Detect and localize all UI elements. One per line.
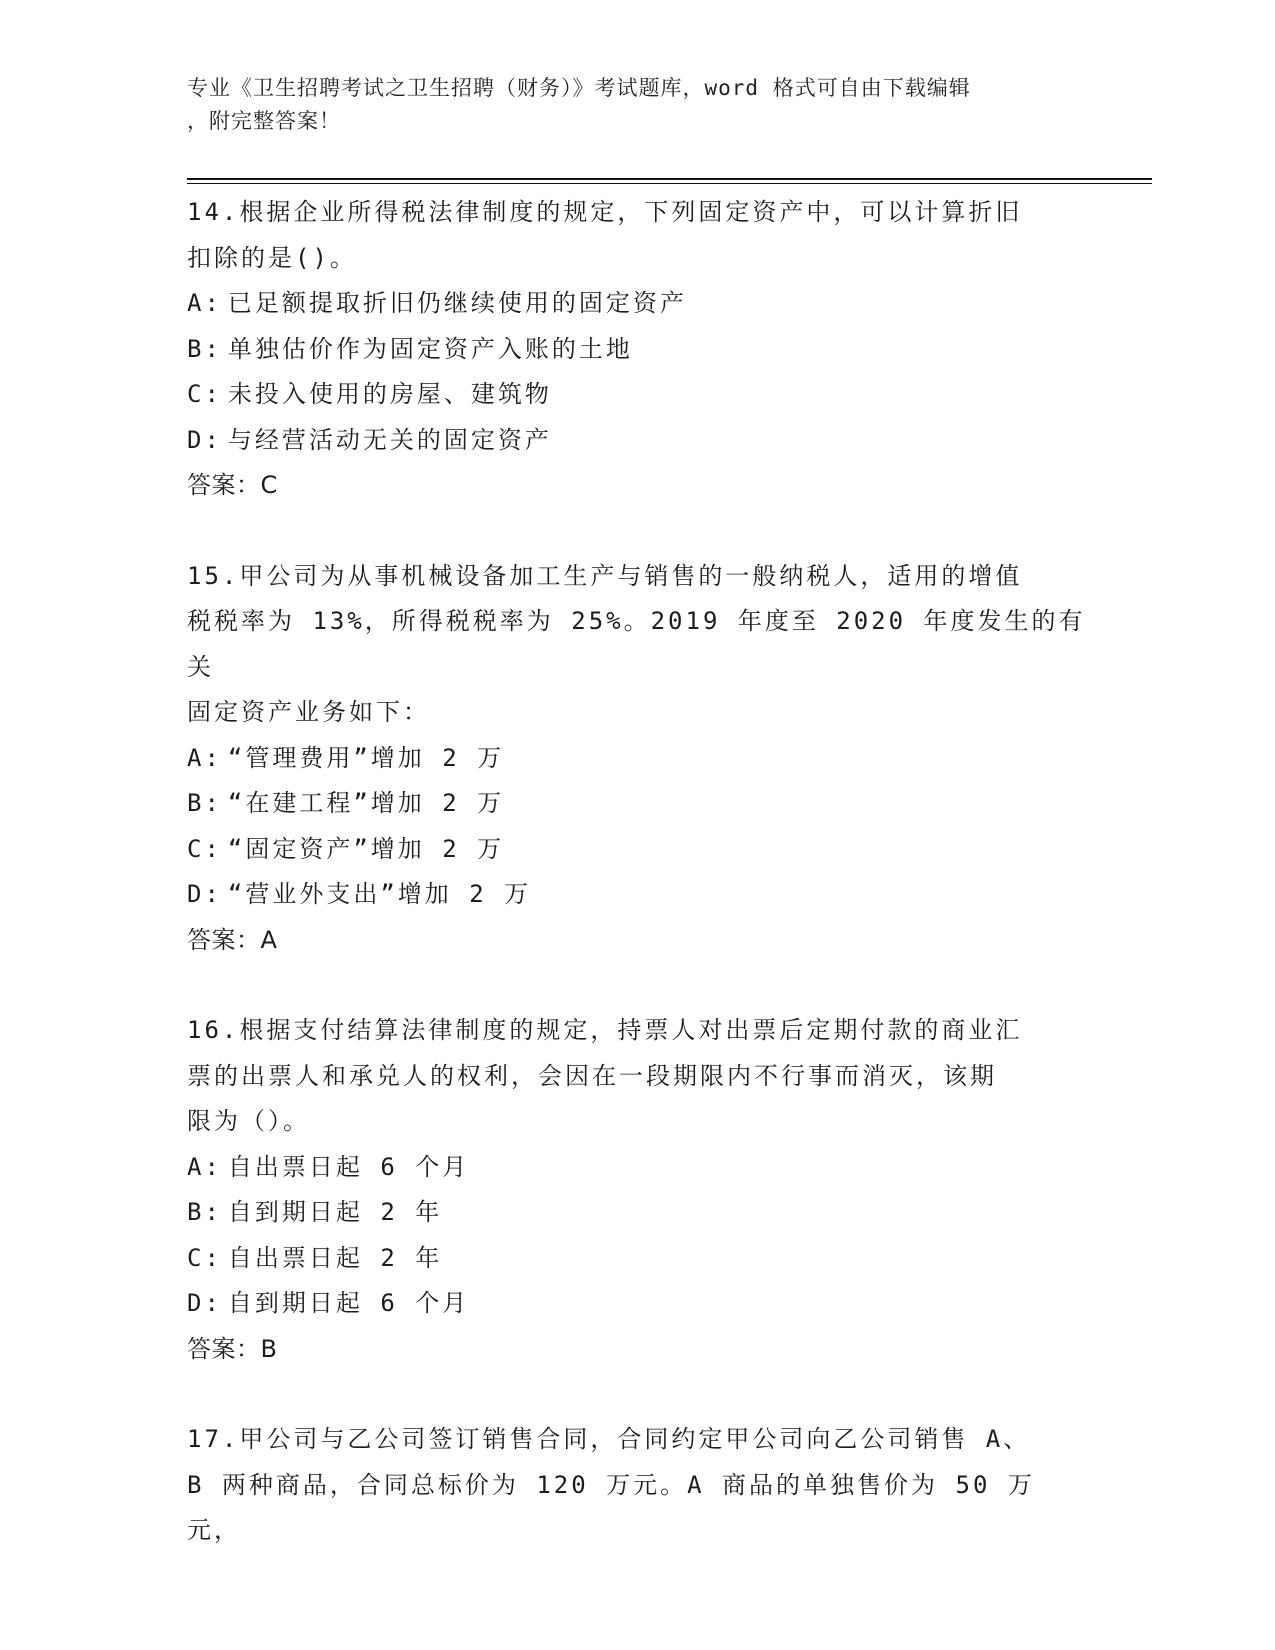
question-stem <box>187 1417 1087 1554</box>
option-letter: A: <box>187 1152 222 1181</box>
option-letter: D: <box>187 1289 222 1317</box>
option-d <box>187 1281 1087 1327</box>
question-spacer <box>187 963 1087 1008</box>
stem-line: B 两种商品，合同总标价为 120 万元。A 商品的单独售价为 50 万元， <box>187 1470 1035 1544</box>
question-stem <box>187 190 1087 281</box>
option-text: 自到期日起 2 年 <box>227 1198 443 1226</box>
question-16 <box>187 1008 1087 1372</box>
option-b <box>187 781 1087 827</box>
option-text: “在建工程”增加 2 万 <box>227 789 505 817</box>
option-text: 已足额提取折旧仍继续使用的固定资产 <box>227 289 687 317</box>
header-divider-thick <box>187 178 1152 180</box>
option-d <box>187 872 1087 918</box>
option-letter: D: <box>187 880 222 908</box>
answer-line: 答案：A <box>187 925 278 954</box>
option-b <box>187 327 1087 373</box>
question-spacer <box>187 1372 1087 1417</box>
option-letter: C: <box>187 834 222 863</box>
option-letter: B: <box>187 789 222 817</box>
option-c <box>187 1236 1087 1282</box>
option-letter: C: <box>187 1243 222 1272</box>
stem-line: 税税率为 13%，所得税税率为 25%。2019 年度至 2020 年度发生的有关 <box>187 607 1086 681</box>
option-text: “固定资产”增加 2 万 <box>227 834 505 863</box>
option-d <box>187 418 1087 464</box>
option-a <box>187 1145 1087 1191</box>
option-text: “营业外支出”增加 2 万 <box>227 880 532 908</box>
option-letter: D: <box>187 425 222 454</box>
option-letter: B: <box>187 1198 222 1226</box>
stem-line: 17.甲公司与乙公司签订销售合同，合同约定甲公司向乙公司销售 A、 <box>187 1425 1031 1453</box>
option-b <box>187 1190 1087 1236</box>
option-text: 自到期日起 6 个月 <box>227 1289 470 1317</box>
document-header <box>187 72 1067 138</box>
stem-line: 限为（）。 <box>187 1107 310 1135</box>
header-divider-thin <box>187 183 1152 184</box>
answer-line: 答案：C <box>187 471 278 499</box>
option-letter: A: <box>187 289 222 317</box>
question-stem <box>187 1008 1087 1145</box>
option-text: “管理费用”增加 2 万 <box>227 743 505 772</box>
question-17 <box>187 1417 1087 1554</box>
stem-line: 固定资产业务如下： <box>187 698 430 726</box>
stem-line: 票的出票人和承兑人的权利，会因在一段期限内不行事而消灭，该期 <box>187 1061 997 1090</box>
stem-line: 14.根据企业所得税法律制度的规定，下列固定资产中，可以计算折旧 <box>187 198 1023 226</box>
option-text: 自出票日起 2 年 <box>227 1243 443 1272</box>
answer-line: 答案：B <box>187 1334 278 1363</box>
header-line-1: 专业《卫生招聘考试之卫生招聘（财务）》考试题库，word 格式可自由下载编辑 <box>187 76 971 100</box>
question-spacer <box>187 509 1087 554</box>
option-text: 自出票日起 6 个月 <box>227 1152 470 1181</box>
stem-line: 扣除的是()。 <box>187 243 357 272</box>
option-a <box>187 736 1087 782</box>
option-letter: C: <box>187 380 222 408</box>
question-14 <box>187 190 1087 509</box>
option-text: 单独估价作为固定资产入账的土地 <box>227 334 633 363</box>
stem-line: 15.甲公司为从事机械设备加工生产与销售的一般纳税人，适用的增值 <box>187 561 1023 590</box>
header-line-2: ，附完整答案！ <box>187 109 341 133</box>
question-list <box>187 190 1087 1554</box>
question-15 <box>187 554 1087 964</box>
option-letter: A: <box>187 743 222 772</box>
option-letter: B: <box>187 334 222 363</box>
option-text: 与经营活动无关的固定资产 <box>227 425 552 454</box>
question-stem <box>187 554 1087 736</box>
option-c <box>187 827 1087 873</box>
option-a <box>187 281 1087 327</box>
option-c <box>187 372 1087 418</box>
option-text: 未投入使用的房屋、建筑物 <box>227 380 552 408</box>
stem-line: 16.根据支付结算法律制度的规定，持票人对出票后定期付款的商业汇 <box>187 1016 1023 1044</box>
